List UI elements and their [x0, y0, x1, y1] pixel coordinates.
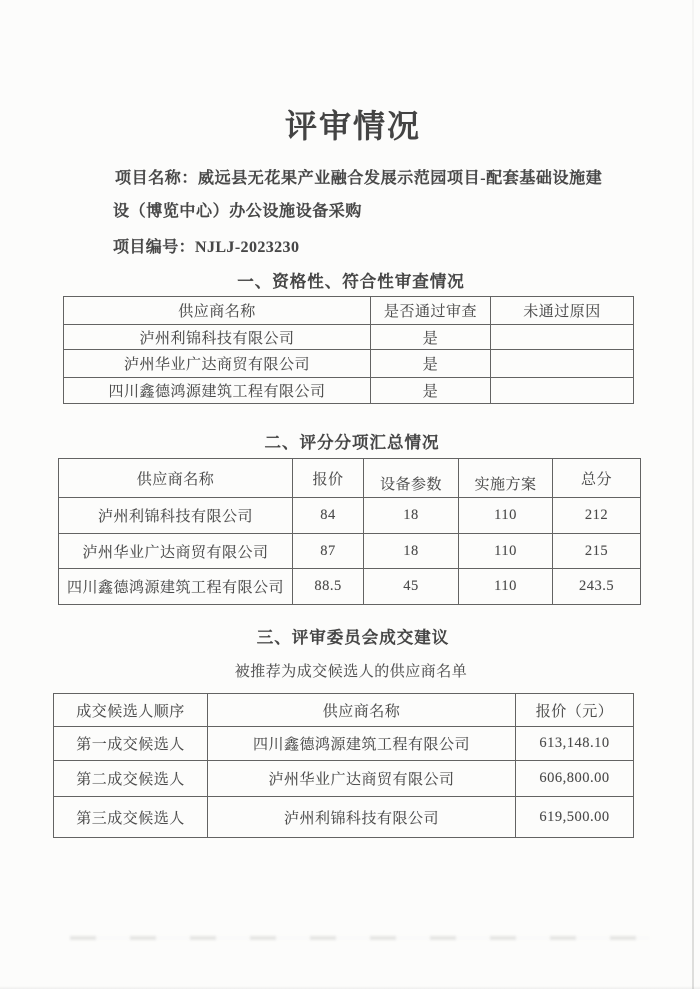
- table-row: [54, 797, 634, 838]
- table-header-row: [54, 694, 634, 727]
- price-score-cell: 87: [293, 534, 364, 569]
- table-row: [59, 569, 641, 605]
- supplier-cell: 泸州利锦科技有限公司: [64, 325, 371, 350]
- section2-heading: 二、评分分项汇总情况: [264, 433, 440, 452]
- table-row: [64, 378, 634, 404]
- document-title: 评审情况: [284, 108, 421, 144]
- total-score-cell: 215: [553, 534, 641, 569]
- supplier-cell: 四川鑫德鸿源建筑工程有限公司: [64, 378, 371, 404]
- project-name-line2: 设（博览中心）办公设施设备采购: [113, 203, 363, 220]
- section1-heading: 一、资格性、符合性审查情况: [237, 272, 465, 291]
- table-row: [59, 498, 641, 534]
- column-header: 报价: [293, 459, 364, 498]
- column-header-label: 设备参数: [379, 476, 442, 493]
- total-score-cell: 243.5: [553, 569, 641, 605]
- column-header: 总分: [553, 459, 641, 498]
- column-header: 未通过原因: [491, 297, 634, 325]
- column-header: 供应商名称: [59, 459, 293, 498]
- fail-reason-cell: [491, 350, 634, 378]
- passed-cell: 是: [371, 325, 491, 350]
- supplier-cell: 泸州利锦科技有限公司: [208, 797, 516, 838]
- plan-score-cell: 110: [459, 569, 553, 605]
- price-cell: 613,148.10: [516, 727, 634, 761]
- table-row: [54, 727, 634, 761]
- table-row: [59, 534, 641, 569]
- equipment-score-cell: 18: [364, 534, 459, 569]
- column-header: 是否通过审查: [371, 297, 491, 325]
- scan-edge-artifact: [692, 0, 694, 989]
- supplier-cell: 泸州利锦科技有限公司: [59, 498, 293, 534]
- column-header: 成交候选人顺序: [54, 694, 208, 727]
- column-header: [364, 459, 459, 498]
- supplier-cell: 泸州华业广达商贸有限公司: [208, 761, 516, 797]
- table-row: [64, 325, 634, 350]
- table-header-row: [64, 297, 634, 325]
- fail-reason-cell: [491, 378, 634, 404]
- passed-cell: 是: [371, 378, 491, 404]
- plan-score-cell: 110: [459, 534, 553, 569]
- passed-cell: 是: [371, 350, 491, 378]
- column-header: 报价（元）: [516, 694, 634, 727]
- rank-cell: 第二成交候选人: [54, 761, 208, 797]
- table-row: [64, 350, 634, 378]
- supplier-cell: 四川鑫德鸿源建筑工程有限公司: [59, 569, 293, 605]
- scan-smudge-artifact: [70, 936, 650, 940]
- total-score-cell: 212: [553, 498, 641, 534]
- score-table: [58, 458, 641, 605]
- equipment-score-cell: 45: [364, 569, 459, 605]
- price-cell: 606,800.00: [516, 761, 634, 797]
- rank-cell: 第一成交候选人: [54, 727, 208, 761]
- equipment-score-cell: 18: [364, 498, 459, 534]
- qualification-table: [63, 296, 634, 404]
- table-row: [54, 761, 634, 797]
- section3-heading: 三、评审委员会成交建议: [256, 628, 450, 647]
- price-score-cell: 84: [293, 498, 364, 534]
- candidate-table: [53, 693, 634, 838]
- price-cell: 619,500.00: [516, 797, 634, 838]
- column-header: 供应商名称: [64, 297, 371, 325]
- price-score-cell: 88.5: [293, 569, 364, 605]
- rank-cell: 第三成交候选人: [54, 797, 208, 838]
- project-name-line1: 项目名称：威远县无花果产业融合发展示范园项目-配套基础设施建: [115, 170, 603, 187]
- project-code: 项目编号：NJLJ-2023230: [113, 239, 300, 256]
- supplier-cell: 泸州华业广达商贸有限公司: [59, 534, 293, 569]
- fail-reason-cell: [491, 325, 634, 350]
- column-header: 供应商名称: [208, 694, 516, 727]
- column-header-label: 实施方案: [474, 476, 537, 493]
- plan-score-cell: 110: [459, 498, 553, 534]
- recommended-list-subtitle: 被推荐为成交候选人的供应商名单: [234, 664, 468, 680]
- column-header: [459, 459, 553, 498]
- table-header-row: [59, 459, 641, 498]
- supplier-cell: 四川鑫德鸿源建筑工程有限公司: [208, 727, 516, 761]
- supplier-cell: 泸州华业广达商贸有限公司: [64, 350, 371, 378]
